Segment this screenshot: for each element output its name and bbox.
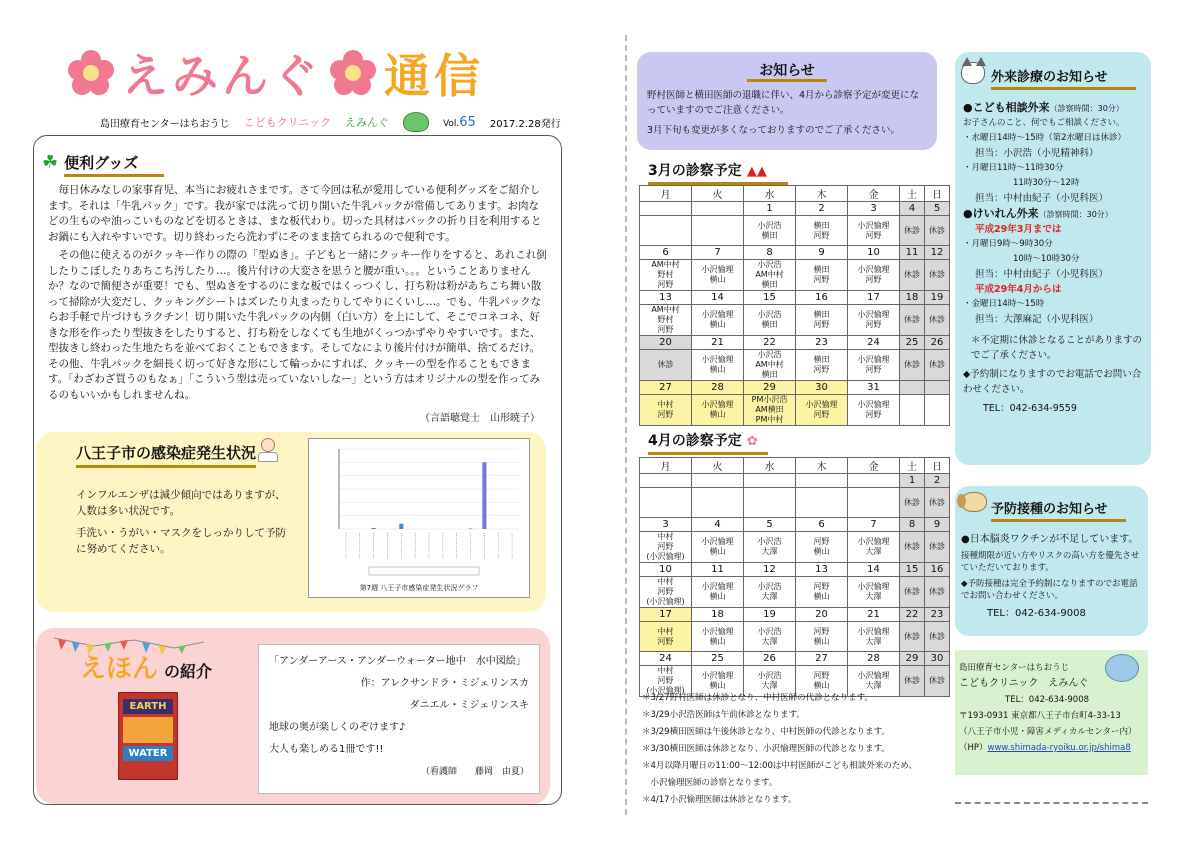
day-doctors: 中村 河野 (小沢愉理) xyxy=(640,532,692,563)
day-doctors xyxy=(900,395,925,426)
day-doctors: 休診 xyxy=(925,577,950,608)
day-doctors: 休診 xyxy=(900,260,925,291)
day-number xyxy=(796,474,848,488)
infection-text: インフルエンザは減少傾向ではありますが、人数は多い状況です。 手洗い・うがい・マスクをしっかりして予防に努めてください。 xyxy=(76,489,286,555)
day-number: 13 xyxy=(640,291,692,305)
day-number: 5 xyxy=(744,518,796,532)
day-number xyxy=(640,202,692,216)
day-doctors: 小沢愉理 横山 xyxy=(692,622,744,652)
day-number: 2 xyxy=(796,202,848,216)
day-doctors: 中村 河野 (小沢愉理) xyxy=(640,666,692,697)
day-number: 13 xyxy=(796,563,848,577)
day-number: 16 xyxy=(796,291,848,305)
vaccine-heading: 予防接種のお知らせ xyxy=(991,498,1126,522)
day-doctors: 休診 xyxy=(925,532,950,563)
day-number: 12 xyxy=(925,246,950,260)
day-number: 27 xyxy=(640,381,692,395)
day-doctors: 休診 xyxy=(925,350,950,381)
day-number: 9 xyxy=(796,246,848,260)
march-heading: 3月の診察予定 ▲▲ xyxy=(648,160,788,185)
day-doctors xyxy=(692,488,744,518)
day-number: 8 xyxy=(900,518,925,532)
note-line: ＊3/29横田医師は午後休診となり、中村医師の代診となります。 xyxy=(642,727,890,737)
day-number: 21 xyxy=(692,336,744,350)
day-doctors: 中村 河野 xyxy=(640,395,692,426)
day-number: 7 xyxy=(848,518,900,532)
day-doctors: 河野 横山 xyxy=(796,577,848,608)
day-number: 14 xyxy=(848,563,900,577)
day-number xyxy=(925,381,950,395)
day-number: 26 xyxy=(744,652,796,666)
day-doctors: 休診 xyxy=(900,532,925,563)
day-number: 25 xyxy=(900,336,925,350)
notice-heading: お知らせ xyxy=(637,60,937,80)
day-doctors: 小沢愉理 大澤 xyxy=(848,577,900,608)
day-doctors: 横田 河野 xyxy=(796,216,848,246)
clinic-name: こどもクリニック xyxy=(243,116,331,129)
day-doctors: AM中村 野村 河野 xyxy=(640,260,692,291)
day-doctors: 小沢愉理 横山 xyxy=(692,532,744,563)
chart-bar xyxy=(372,528,376,529)
day-number: 6 xyxy=(640,246,692,260)
day-number xyxy=(744,474,796,488)
day-number: 2 xyxy=(925,474,950,488)
day-doctors: PM小沢浩 AM横田 PM中村 xyxy=(744,395,796,426)
nurse-icon xyxy=(258,438,278,464)
title-main: えみんぐ xyxy=(122,49,322,103)
day-number: 23 xyxy=(796,336,848,350)
day-number: 29 xyxy=(900,652,925,666)
infection-bar-chart xyxy=(309,439,529,579)
day-doctors: 小沢愉理 河野 xyxy=(848,260,900,291)
day-number: 10 xyxy=(640,563,692,577)
book-heading: えほん の紹介 xyxy=(80,654,213,684)
header-subline xyxy=(100,112,561,132)
day-number: 29 xyxy=(744,381,796,395)
weekday-header: 水 xyxy=(744,458,796,474)
day-number: 27 xyxy=(796,652,848,666)
page-divider xyxy=(625,35,627,815)
weekday-header: 月 xyxy=(640,186,692,202)
day-number: 8 xyxy=(744,246,796,260)
day-doctors: 河野 横山 xyxy=(796,666,848,697)
outpatient-heading: 外来診療のお知らせ xyxy=(991,66,1136,90)
hina-doll-icon: ▲▲ xyxy=(746,164,767,179)
volume: Vol.65 xyxy=(442,114,476,130)
day-doctors: 小沢愉理 横山 xyxy=(692,577,744,608)
day-doctors: 休診 xyxy=(900,622,925,652)
clinic-info-body: 島田療育センターはちおうじ こどもクリニック えみんぐ TEL：042-634-9008 〒193-0931 東京都八王子市台町4-33-13 （八王子市小児・障害メディカルセンター内） （HP）www.shimada-ryoiku.or.jp/shima8 xyxy=(959,663,1137,753)
day-doctors: 休診 xyxy=(925,216,950,246)
vaccine-body: ●日本脳炎ワクチンが不足しています。 接種期限が近い方やリスクの高い方を優先させていただいております。 ◆予防接種は完全予約制になりますのでお電話でお問い合わせください。 TEL：042-634-9008 xyxy=(961,534,1140,619)
day-number: 20 xyxy=(796,608,848,622)
day-number: 4 xyxy=(900,202,925,216)
day-number: 4 xyxy=(692,518,744,532)
clover-icon: ☘ xyxy=(42,152,59,173)
day-number: 25 xyxy=(692,652,744,666)
day-number: 18 xyxy=(900,291,925,305)
cherry-blossom-icon: ✿ xyxy=(746,434,758,449)
issue-date: 2017.2.28発行 xyxy=(489,118,561,130)
day-number: 18 xyxy=(692,608,744,622)
day-doctors: 休診 xyxy=(900,488,925,518)
day-number: 19 xyxy=(925,291,950,305)
day-doctors: 小沢浩 横田 xyxy=(744,305,796,336)
day-doctors: 横田 河野 xyxy=(796,260,848,291)
day-number: 22 xyxy=(900,608,925,622)
title-sub: 通信 xyxy=(384,49,484,103)
day-number: 23 xyxy=(925,608,950,622)
day-doctors: 小沢浩 大澤 xyxy=(744,622,796,652)
day-doctors: 休診 xyxy=(925,260,950,291)
day-doctors: 小沢愉理 河野 xyxy=(848,395,900,426)
day-number: 28 xyxy=(848,652,900,666)
weekday-header: 木 xyxy=(796,458,848,474)
dog-icon xyxy=(957,488,989,514)
book-title: 「アンダーアース・アンダーウォーター地中 水中図絵」 xyxy=(269,656,526,667)
newsletter-title xyxy=(60,38,580,108)
book-description: 「アンダーアース・アンダーウォーター地中 水中図絵」 作：アレクサンドラ・ミジェリンスカ ダニエル・ミジェリンスキ 地球の奥が楽しくのぞけます♪ 大人も楽しめる1冊です!! （看護師 藤岡 由夏） xyxy=(258,644,540,794)
day-number: 17 xyxy=(640,608,692,622)
day-doctors xyxy=(796,488,848,518)
day-number: 11 xyxy=(900,246,925,260)
day-number xyxy=(848,474,900,488)
day-number xyxy=(900,381,925,395)
day-doctors: 休診 xyxy=(900,350,925,381)
book-cover: EARTH WATER xyxy=(118,692,178,780)
day-number: 12 xyxy=(744,563,796,577)
day-number: 20 xyxy=(640,336,692,350)
day-doctors: 小沢浩 AM中村 横田 xyxy=(744,260,796,291)
day-doctors xyxy=(925,395,950,426)
day-number xyxy=(692,474,744,488)
note-line: 小沢愉理医師の診察となります。 xyxy=(642,778,778,788)
day-number xyxy=(692,202,744,216)
flower-icon xyxy=(330,50,376,96)
day-number: 14 xyxy=(692,291,744,305)
day-number: 24 xyxy=(640,652,692,666)
day-number: 16 xyxy=(925,563,950,577)
day-number: 30 xyxy=(925,652,950,666)
day-doctors: 横田 河野 xyxy=(796,350,848,381)
day-doctors: 休診 xyxy=(900,666,925,697)
day-number: 3 xyxy=(848,202,900,216)
weekday-header: 火 xyxy=(692,458,744,474)
day-doctors: 小沢愉理 河野 xyxy=(848,305,900,336)
weekday-header: 金 xyxy=(848,458,900,474)
weekday-header: 日 xyxy=(925,458,950,474)
day-number: 3 xyxy=(640,518,692,532)
outpatient-card xyxy=(955,52,1151,465)
homepage-link[interactable]: www.shimada-ryoiku.or.jp/shima8 xyxy=(987,743,1131,753)
cat-icon xyxy=(959,54,987,86)
day-doctors xyxy=(640,216,692,246)
weekday-header: 金 xyxy=(848,186,900,202)
weekday-header: 日 xyxy=(925,186,950,202)
day-number: 7 xyxy=(692,246,744,260)
weekday-header: 土 xyxy=(900,186,925,202)
day-doctors: 小沢浩 AM中村 横田 xyxy=(744,350,796,381)
weekday-header: 月 xyxy=(640,458,692,474)
day-doctors: 小沢愉理 横山 xyxy=(692,666,744,697)
goods-author: （言語聴覚士 山形暁子） xyxy=(420,413,540,424)
clinic-dash xyxy=(955,802,1148,804)
day-number: 31 xyxy=(848,381,900,395)
day-doctors: 小沢浩 大澤 xyxy=(744,577,796,608)
day-number: 28 xyxy=(692,381,744,395)
day-doctors: 小沢愉理 河野 xyxy=(848,350,900,381)
day-number: 26 xyxy=(925,336,950,350)
day-doctors: 休診 xyxy=(925,305,950,336)
flower-icon xyxy=(68,50,114,96)
day-number: 22 xyxy=(744,336,796,350)
day-number: 5 xyxy=(925,202,950,216)
day-doctors: 中村 河野 xyxy=(640,622,692,652)
schedule-notes xyxy=(642,690,917,809)
notice-card: お知らせ 野村医師と横田医師の退職に伴い、4月から診察予定が変更になっていますのでご注意ください。 3月下旬も変更が多くなっておりますのでご了承ください。 xyxy=(637,52,937,150)
day-number: 17 xyxy=(848,291,900,305)
weekday-header: 木 xyxy=(796,186,848,202)
org-name: 島田療育センターはちおうじ xyxy=(100,118,230,130)
goods-heading: ☘ 便利グッズ xyxy=(42,152,164,177)
day-doctors: 休診 xyxy=(925,666,950,697)
day-number: 1 xyxy=(900,474,925,488)
day-doctors: 中村 河野 (小沢愉理) xyxy=(640,577,692,608)
infection-chart xyxy=(308,438,530,598)
goods-body: 毎日休みなしの家事育児、本当にお疲れさまです。さて今回は私が愛用している便利グッズをご紹介します。それは「牛乳パック」です。我が家では洗って切り開いた牛乳パックが常備してあります。お肉などの生ものや油っこいものなどを切るときは、まな板代わり。切った具材はパックの折り目を利用するとお鍋にも入れやすいです。切り終わったら洗わずにそのまま捨てられるので便利です。 その他に使えるのがクッキー作りの際の「型ぬき」。子どもと一緒にクッキー作りをすると、あれこれ倒したりこぼしたりあちこち汚したり…。後片付けの大変さを思うと腰が重い。。。ということありませんか？なので簡便さが重要！でも、型ぬきをするのにまな板ではくっつくし、打ち粉は粉があちこち舞い散って掃除が大変だし、クッキングシートはズレたり丸まったりしてやりにくいし…。でも、牛乳パックならお手軽で片づけもラクチン！切り開いた牛乳パックの内側（白い方）を上にして、そこでコネコネ、好きな形を作ったり型抜きをしたりすると、打ち粉をしなくても生地がくっつかずやりやすいです。また、型抜きし終わった生地たちを並べておくこともできます。そしてなにより後片付けが簡単、捨てるだけ。その他、牛乳パックを細長く切って好きな形にして輪っかにすれば、クッキーの型を作ることもできます。「わざわざ買うのもなぁ」「こういう型は売っていないしなー」という方はオリジナルの型を作ってみるのもいいかもしれませんね。 （言語聴覚士 山形暁子） xyxy=(48,184,547,424)
day-doctors: 小沢愉理 河野 xyxy=(848,216,900,246)
day-doctors xyxy=(744,488,796,518)
april-calendar xyxy=(639,457,950,697)
day-doctors xyxy=(848,488,900,518)
weekday-header: 水 xyxy=(744,186,796,202)
day-doctors: 小沢愉理 横山 xyxy=(692,305,744,336)
day-doctors: 休診 xyxy=(900,216,925,246)
day-number: 19 xyxy=(744,608,796,622)
day-number: 6 xyxy=(796,518,848,532)
clinic-short: えみんぐ xyxy=(344,116,389,129)
note-line: ＊3/29小沢浩医師は午前休診となります。 xyxy=(642,710,805,720)
day-doctors: 小沢愉理 大澤 xyxy=(848,622,900,652)
vaccine-card xyxy=(955,486,1148,636)
weekday-header: 土 xyxy=(900,458,925,474)
chart-bar xyxy=(468,528,472,529)
day-doctors: 小沢愉理 河野 xyxy=(796,395,848,426)
day-number: 1 xyxy=(744,202,796,216)
day-number: 10 xyxy=(848,246,900,260)
march-calendar xyxy=(639,185,950,426)
day-number: 21 xyxy=(848,608,900,622)
weekday-header: 火 xyxy=(692,186,744,202)
day-doctors: 小沢浩 大澤 xyxy=(744,666,796,697)
outpatient-body: ●こども相談外来（診察時間：30分） お子さんのこと、何でもご相談ください。 ・水曜日14時～15時（第2水曜日は休診） 担当：小沢浩（小児精神科） ・月曜日11時～11時30分 11時30分～12時 担当：中村由紀子（小児科医） ●けいれん外来（診察時間：30分） 平成29年3月までは ・月曜日9時～9時30分 10時～10時30分 担当：中村由紀子（小児科医） 平成29年4月からは ・金曜日14時～15時 担当：大澤麻記（小児科医） ＊不定期に休診となることがありますのでご了承ください。 ◆予約制になりますのでお電話でお問い合わせください。 TEL：042-634-9559 xyxy=(963,101,1143,414)
day-doctors: 休診 xyxy=(640,350,692,381)
day-doctors: 河野 横山 xyxy=(796,622,848,652)
day-doctors: 小沢愉理 横山 xyxy=(692,260,744,291)
day-number: 15 xyxy=(744,291,796,305)
day-doctors: 小沢浩 横田 xyxy=(744,216,796,246)
infection-card xyxy=(36,432,546,612)
day-number: 24 xyxy=(848,336,900,350)
day-doctors: 休診 xyxy=(925,488,950,518)
note-line: ＊4/17小沢愉理医師は休診となります。 xyxy=(642,795,797,805)
day-doctors: 小沢浩 大澤 xyxy=(744,532,796,563)
day-doctors: 横田 河野 xyxy=(796,305,848,336)
day-doctors: 小沢愉理 横山 xyxy=(692,350,744,381)
day-doctors: 小沢愉理 大澤 xyxy=(848,532,900,563)
book-card xyxy=(36,628,550,804)
day-doctors xyxy=(692,216,744,246)
day-number: 15 xyxy=(900,563,925,577)
april-heading: 4月の診察予定 ✿ xyxy=(648,430,768,455)
chart-bar xyxy=(482,462,486,529)
note-line: ＊3/27野村医師は休診となり、中村医師の代診となります。 xyxy=(642,693,873,703)
chart-legend xyxy=(369,567,479,575)
day-number: 9 xyxy=(925,518,950,532)
day-doctors: AM中村 野村 河野 xyxy=(640,305,692,336)
frog-mascot-icon xyxy=(403,112,429,132)
clinic-info-card xyxy=(955,650,1148,775)
note-line: ＊4月以降月曜日の11:00～12:00は中村医師がこども相談外来のため、 xyxy=(642,761,918,771)
day-doctors: 小沢愉理 大澤 xyxy=(848,666,900,697)
day-number: 30 xyxy=(796,381,848,395)
chart-caption: 第7週 八王子市感染症発生状況グラフ xyxy=(359,584,479,592)
day-doctors: 休診 xyxy=(900,305,925,336)
day-doctors xyxy=(640,488,692,518)
day-doctors: 河野 横山 xyxy=(796,532,848,563)
day-number xyxy=(640,474,692,488)
chart-bar xyxy=(399,524,403,529)
day-doctors: 休診 xyxy=(925,622,950,652)
infection-heading: 八王子市の感染症発生状況 xyxy=(76,442,256,468)
note-line: ＊3/30横田医師は休診となり、小沢愉理医師の代診となります。 xyxy=(642,744,890,754)
day-doctors: 小沢愉理 横山 xyxy=(692,395,744,426)
day-number: 11 xyxy=(692,563,744,577)
day-doctors: 休診 xyxy=(900,577,925,608)
